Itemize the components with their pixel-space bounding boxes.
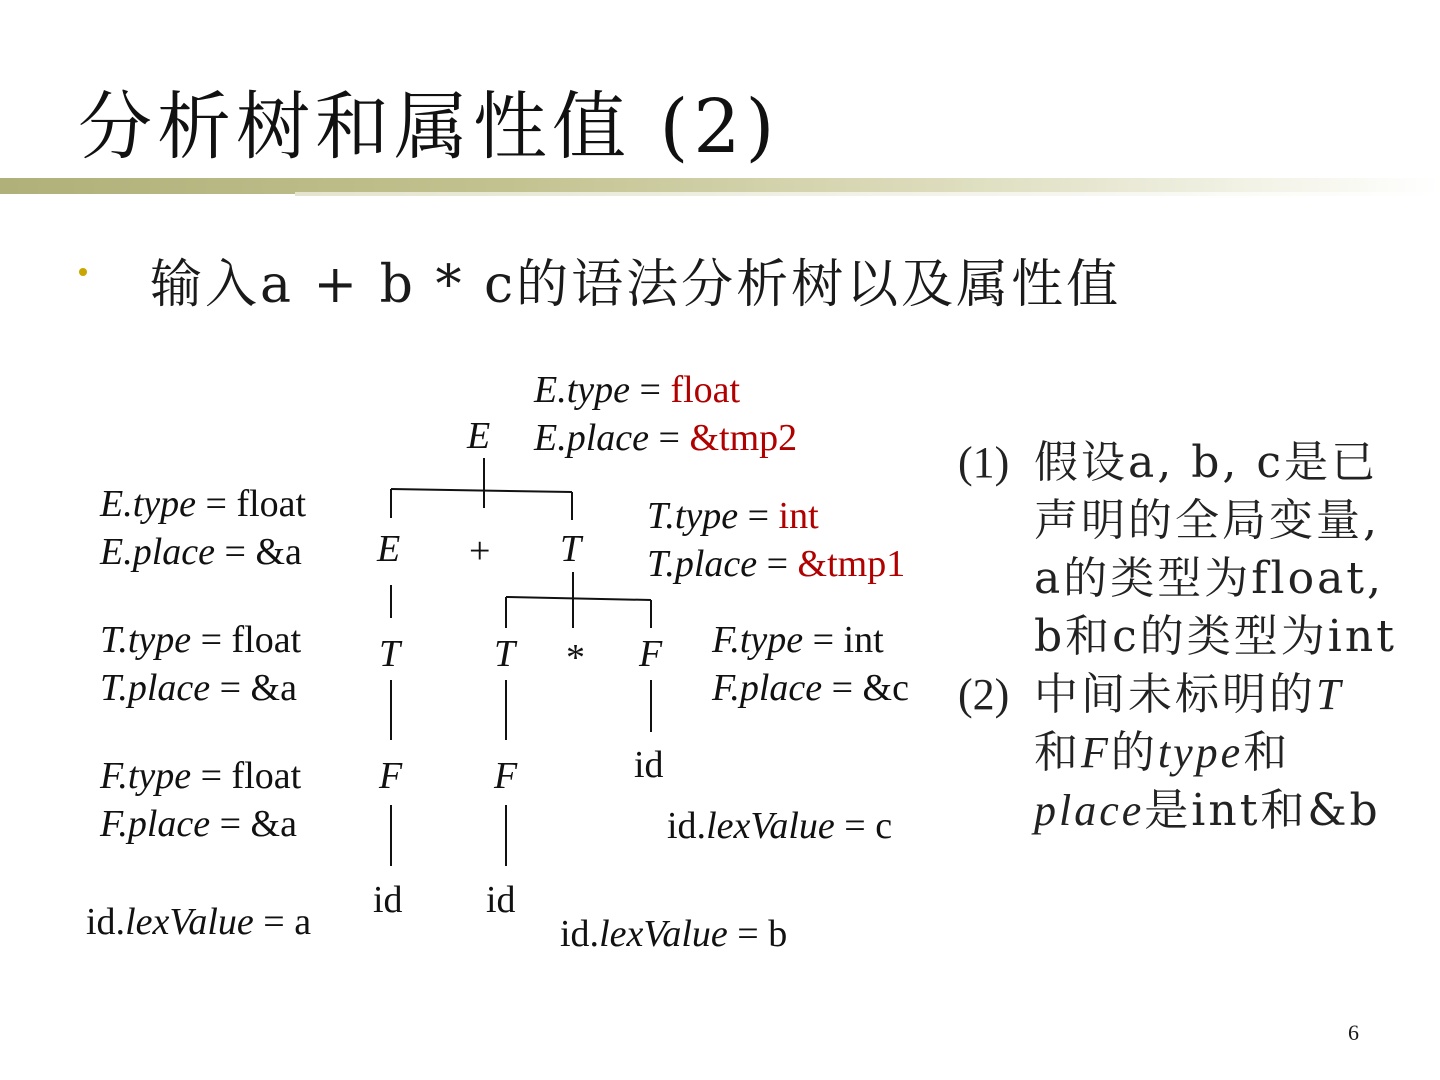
bullet-text: 输入a + b * c的语法分析树以及属性值 [150,255,1122,315]
node-T-left: T [379,633,401,675]
edge-root-bar [391,489,572,492]
node-E: E [377,528,401,570]
note-1-line-4: b和c的类型为int [1034,611,1397,662]
attr-f-left-place: F.place = &a [100,803,297,845]
node-id-c: id [634,744,664,786]
attr-t-upper-type: T.type = int [647,495,819,537]
attr-id-c-lexvalue: id.lexValue = c [667,805,893,847]
attr-f-right-place: F.place = &c [712,667,909,709]
attr-t-upper-place: T.place = &tmp1 [647,543,906,585]
note-1-line-1: (1) 假设a, b, c是已 [958,434,1397,492]
note-2-line-3: place是int和&b [1034,785,1381,836]
attr-f-right-type: F.type = int [712,619,884,661]
side-notes [958,434,1397,840]
note-2-line-2: 和F的type和 [1034,727,1291,778]
note-2-line-1: (2) 中间未标明的T [958,666,1397,724]
page-number: 6 [1348,1020,1359,1045]
attr-t-left-place: T.place = &a [100,667,297,709]
note-2-number: (2) [958,670,1010,719]
node-T-mid: T [494,633,516,675]
node-id-b: id [486,879,516,921]
note-1-line-3: a的类型为float, [1034,553,1384,604]
node-id-a: id [373,879,403,921]
attr-id-b-lexvalue: id.lexValue = b [560,913,788,955]
edge-t1-bar [506,597,651,600]
node-root-E: E [467,415,491,457]
node-F-left: F [379,755,403,797]
attr-e-type: E.type = float [100,483,307,525]
note-1-line-2: 声明的全局变量, [1034,495,1380,546]
attr-e-place: E.place = &a [100,531,302,573]
attr-f-left-type: F.type = float [100,755,302,797]
node-F-right: F [639,633,663,675]
note-1-number: (1) [958,438,1010,487]
attr-id-a-lexvalue: id.lexValue = a [86,901,312,943]
slide-title: 分析树和属性值 (2) [78,84,780,170]
attr-t-left-type: T.type = float [100,619,302,661]
node-plus: + [469,530,491,572]
node-star: * [566,637,585,679]
node-T-upper: T [560,528,582,570]
attr-root-place: E.place = &tmp2 [534,417,798,459]
node-F-mid: F [494,755,518,797]
attr-root-type: E.type = float [534,369,741,411]
